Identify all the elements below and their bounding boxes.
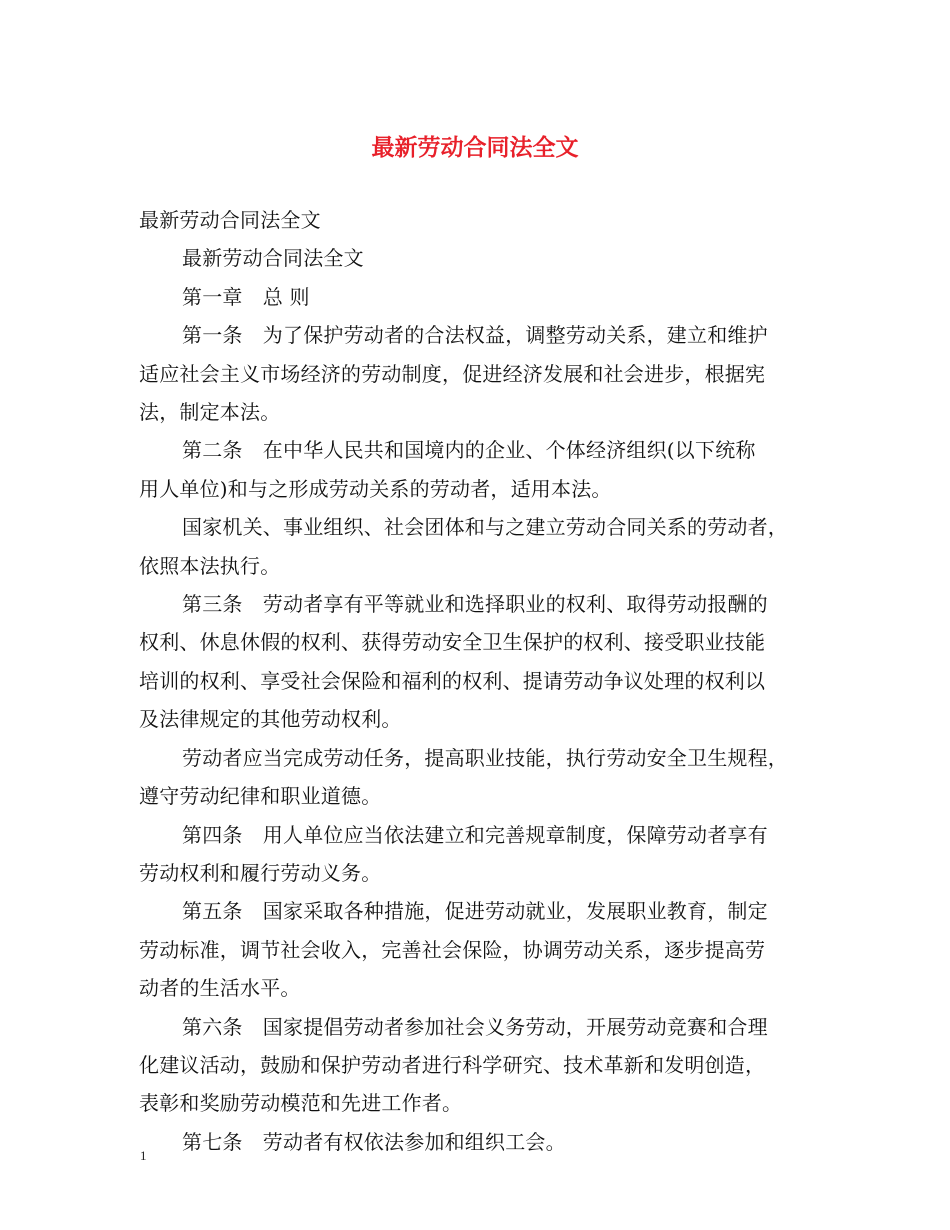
text-line: 表彰和奖励劳动模范和先进工作者。 <box>139 1091 463 1116</box>
text-line: 化建议活动，鼓励和保护劳动者进行科学研究、技术革新和发明创造， <box>139 1052 766 1077</box>
text-line: 权利、休息休假的权利、获得劳动安全卫生保护的权利、接受职业技能 <box>139 630 766 655</box>
text-line: 第三条 劳动者享有平等就业和选择职业的权利、取得劳动报酬的 <box>182 592 768 617</box>
text-line: 第一条 为了保护劳动者的合法权益，调整劳动关系，建立和维护 <box>182 323 768 348</box>
text-line: 第五条 国家采取各种措施，促进劳动就业，发展职业教育，制定 <box>182 899 768 924</box>
chapter-heading: 第一章 总 则 <box>182 284 310 309</box>
text-line: 劳动权利和履行劳动义务。 <box>139 860 382 885</box>
text-line: 最新劳动合同法全文 <box>139 208 321 232</box>
text-line: 第四条 用人单位应当依法建立和完善规章制度，保障劳动者享有 <box>182 822 768 847</box>
text-line: 劳动标准，调节社会收入，完善社会保险，协调劳动关系，逐步提高劳 <box>139 937 766 962</box>
text-line: 及法律规定的其他劳动权利。 <box>139 707 402 732</box>
text-line: 用人单位)和与之形成劳动关系的劳动者，适用本法。 <box>139 476 612 501</box>
text-line: 第六条 国家提倡劳动者参加社会义务劳动，开展劳动竞赛和合理 <box>182 1014 768 1039</box>
document-body <box>139 201 821 1161</box>
text-line: 培训的权利、享受社会保险和福利的权利、提请劳动争议处理的权利以 <box>139 668 766 693</box>
text-line: 劳动者应当完成劳动任务，提高职业技能，执行劳动安全卫生规程， <box>182 745 788 770</box>
text-line: 第二条 在中华人民共和国境内的企业、个体经济组织(以下统称 <box>182 438 756 463</box>
text-line: 国家机关、事业组织、社会团体和与之建立劳动合同关系的劳动者， <box>182 515 788 540</box>
page-number: 1 <box>140 1148 147 1163</box>
text-line: 适应社会主义市场经济的劳动制度，促进经济发展和社会进步，根据宪 <box>139 361 766 386</box>
text-line: 第七条 劳动者有权依法参加和组织工会。 <box>182 1129 566 1154</box>
document-title: 最新劳动合同法全文 <box>371 134 579 161</box>
text-line: 遵守劳动纪律和职业道德。 <box>139 784 382 809</box>
text-line: 最新劳动合同法全文 <box>182 246 364 271</box>
text-line: 动者的生活水平。 <box>139 976 301 1001</box>
text-line: 法，制定本法。 <box>139 400 281 425</box>
text-line: 依照本法执行。 <box>139 553 281 578</box>
